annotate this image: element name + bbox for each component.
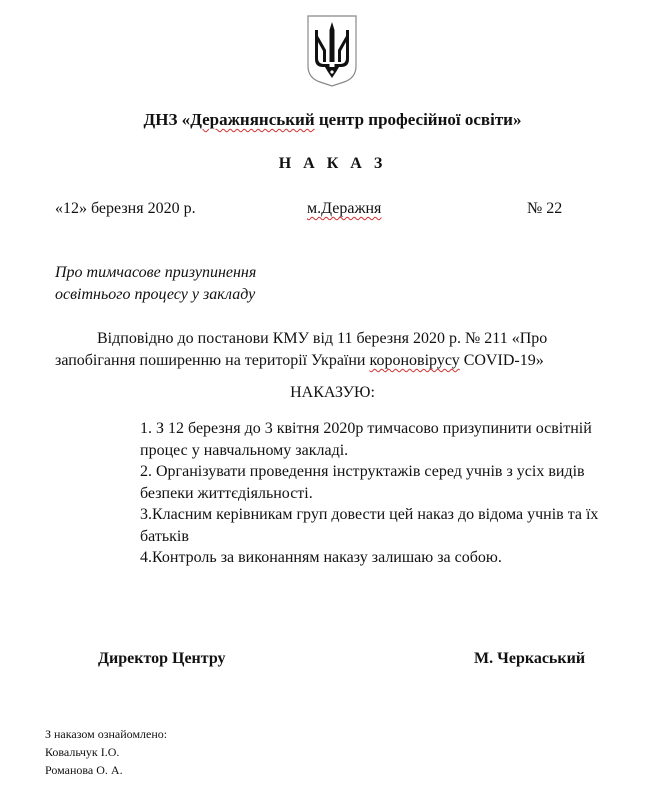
order-item-4-line-1: 4.Контроль за виконанням наказу залишаю за собою.	[140, 549, 502, 566]
order-item-2-line-2: безпеки життєдіяльності.	[140, 484, 313, 502]
order-item-3-line-2: батьків	[140, 527, 189, 545]
preamble-line-2	[55, 350, 615, 372]
subject-line-2: освітнього процесу у закладу	[55, 286, 256, 303]
signature-name: М. Черкаський	[474, 650, 586, 667]
preamble-line-2-end: COVID-19»	[459, 352, 544, 369]
acknowledgement-title: З наказом ознайомлено:	[45, 727, 168, 741]
preamble-line-1: Відповідно до постанови КМУ від 11 березня 2020 р. № 211 «Про	[97, 330, 548, 347]
document-type-heading: Н А К А З	[278, 155, 387, 172]
organization-prefix: ДНЗ «	[143, 110, 191, 129]
organization-name-spellcheck: Деражнянський	[190, 110, 315, 129]
organization-suffix: центр професійної освіти»	[314, 110, 522, 129]
organization-title	[0, 110, 665, 130]
preamble-line-2-start: запобігання поширенню на території України	[55, 352, 370, 369]
acknowledgement-person-2: Романова О. А.	[45, 763, 123, 777]
preamble-spellcheck-word: короновірусу	[369, 352, 460, 369]
order-place: м.Деражня	[307, 200, 382, 217]
order-items-list	[140, 418, 598, 569]
preamble-paragraph	[55, 328, 615, 372]
order-item-2-line-1: 2. Організувати проведення інструктажів серед учнів з усіх видів	[140, 463, 585, 480]
acknowledgement-person-1: Ковальчук І.О.	[45, 745, 120, 759]
order-item-1-line-1: 1. З 12 березня до 3 квітня 2020р тимчасово призупинити освітній	[140, 420, 592, 437]
subject-line-1: Про тимчасове призупинення	[55, 264, 257, 281]
order-directive-heading: НАКАЗУЮ:	[290, 384, 375, 401]
order-item-1-line-2: процес у навчальному закладі.	[140, 441, 349, 459]
order-subject	[55, 262, 256, 306]
signature-position: Директор Центру	[98, 650, 226, 667]
order-item-3-line-1: 3.Класним керівникам груп довести цей наказ до відома учнів та їх	[140, 506, 599, 523]
coat-of-arms-icon	[306, 14, 358, 88]
acknowledgement-block	[45, 725, 167, 779]
order-number: № 22	[527, 200, 563, 217]
order-date: «12» березня 2020 р.	[55, 200, 196, 217]
